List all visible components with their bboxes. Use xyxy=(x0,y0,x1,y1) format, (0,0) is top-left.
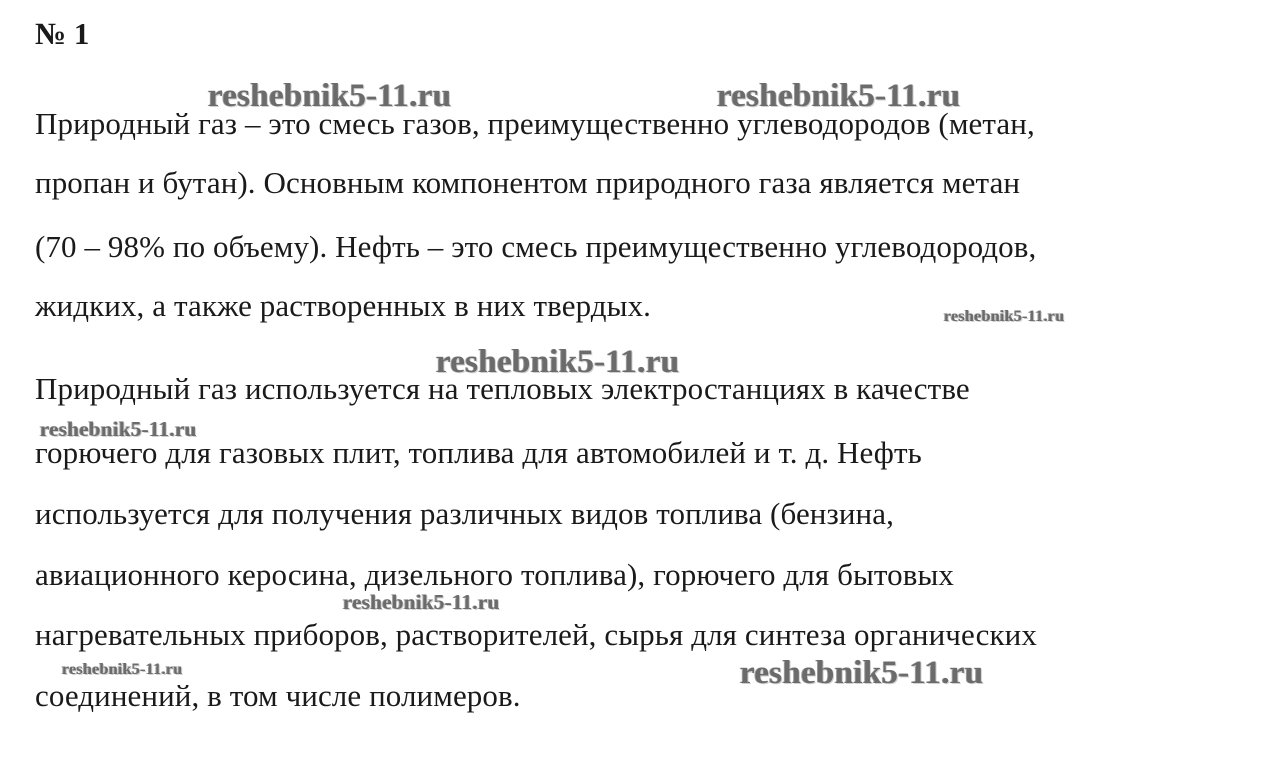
watermark: reshebnik5-11.ru xyxy=(343,590,500,614)
paragraph-2-line-3: используется для получения различных видов топлива (бензина, xyxy=(35,496,894,531)
watermark: reshebnik5-11.ru xyxy=(208,78,452,114)
paragraph-2-line-1: Природный газ используется на тепловых электростанциях в качестве xyxy=(35,371,970,406)
watermark: reshebnik5-11.ru xyxy=(62,661,183,678)
paragraph-2-line-6: соединений, в том числе полимеров. xyxy=(35,678,521,713)
watermark: reshebnik5-11.ru xyxy=(740,655,984,691)
paragraph-1-line-1: Природный газ – это смесь газов, преимущественно углеводородов (метан, xyxy=(35,106,1035,141)
paragraph-2-line-2: горючего для газовых плит, топлива для автомобилей и т. д. Нефть xyxy=(35,435,922,470)
paragraph-2-line-4: авиационного керосина, дизельного топлива), горючего для бытовых xyxy=(35,557,954,592)
watermark: reshebnik5-11.ru xyxy=(717,78,961,114)
watermark: reshebnik5-11.ru xyxy=(436,344,680,380)
paragraph-1-line-4: жидких, а также растворенных в них твердых. xyxy=(35,288,652,323)
paragraph-1-line-3: (70 – 98% по объему). Нефть – это смесь преимущественно углеводородов, xyxy=(35,229,1037,264)
watermark: reshebnik5-11.ru xyxy=(944,308,1065,325)
watermark: reshebnik5-11.ru xyxy=(40,417,197,441)
paragraph-1-line-2: пропан и бутан). Основным компонентом природного газа является метан xyxy=(35,165,1021,200)
task-number-heading: № 1 xyxy=(35,16,90,51)
paragraph-2-line-5: нагревательных приборов, растворителей, сырья для синтеза органических xyxy=(35,617,1037,652)
